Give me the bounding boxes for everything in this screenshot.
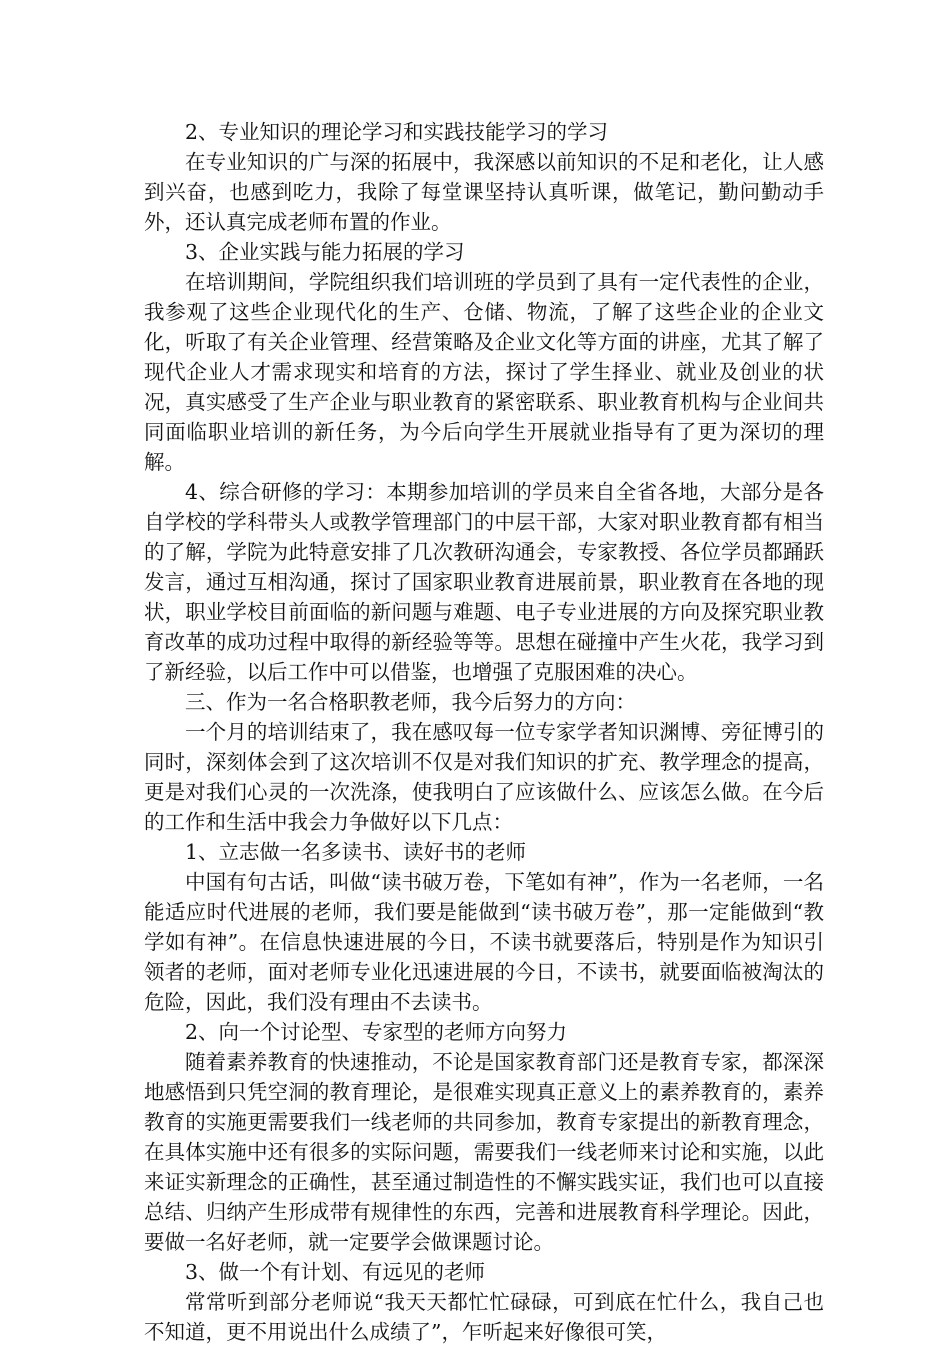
paragraph-knowledge-expansion: 在专业知识的广与深的拓展中，我深感以前知识的不足和老化，让人感到兴奋，也感到吃力，我除了每堂课坚持认真听课，做笔记，勤问勤动手外，还认真完成老师布置的作业。 xyxy=(144,150,824,234)
paragraph-training-summary: 一个月的培训结束了，我在感叹每一位专家学者知识渊博、旁征博引的同时，深刻体会到了这次培训不仅是对我们知识的扩充、教学理念的提高，更是对我们心灵的一次洗涤，使我明白了应该做什么、应该怎么做。在今后的工作和生活中我会力争做好以下几点： xyxy=(144,720,824,834)
heading-professional-knowledge: 2、专业知识的理论学习和实践技能学习的学习 xyxy=(185,120,609,144)
paragraph-research: 随着素养教育的快速推动，不论是国家教育部门还是教育专家，都深深地感悟到只凭空洞的教育理论，是很难实现真正意义上的素养教育的，素养教育的实施更需要我们一线老师的共同参加，教育专家提出的新教育理念，在具体实施中还有很多的实际问题，需要我们一线老师来讨论和实施，以此来证实新理念的正确性，甚至通过制造性的不懈实践实证，我们也可以直接总结、归纳产生形成带有规律性的东西，完善和进展教育科学理论。因此，要做一名好老师，就一定要学会做课题讨论。 xyxy=(144,1050,824,1254)
heading-research-teacher: 2、向一个讨论型、专家型的老师方向努力 xyxy=(185,1020,568,1044)
paragraph-enterprise-visit: 在培训期间，学院组织我们培训班的学员到了具有一定代表性的企业，我参观了这些企业现代化的生产、仓储、物流，了解了这些企业的企业文化，听取了有关企业管理、经营策略及企业文化等方面的讲座，尤其了解了现代企业人才需求现实和培育的方法，探讨了学生择业、就业及创业的状况，真实感受了生产企业与职业教育的紧密联系、职业教育机构与企业间共同面临职业培训的新任务，为今后向学生开展就业指导有了更为深切的理解。 xyxy=(144,270,824,474)
heading-future-direction: 三、作为一名合格职教老师，我今后努力的方向： xyxy=(185,690,636,714)
heading-planning-teacher: 3、做一个有计划、有远见的老师 xyxy=(185,1260,486,1284)
paragraph-planning: 常常听到部分老师说“我天天都忙忙碌碌，可到底在忙什么，我自己也不知道，更不用说出什么成绩了”，乍听起来好像很可笑， xyxy=(144,1290,824,1344)
heading-reading-teacher: 1、立志做一名多读书、读好书的老师 xyxy=(185,840,527,864)
heading-enterprise-practice: 3、企业实践与能力拓展的学习 xyxy=(185,240,465,264)
paragraph-reading: 中国有句古话，叫做“读书破万卷，下笔如有神”，作为一名老师，一名能适应时代进展的老师，我们要是能做到“读书破万卷”，那一定能做到“教学如有神”。在信息快速进展的今日，不读书就要落后，特别是作为知识引领者的老师，面对老师专业化迅速进展的今日，不读书，就要面临被淘汰的危险，因此，我们没有理由不去读书。 xyxy=(144,870,824,1014)
paragraph-comprehensive-study: 4、综合研修的学习：本期参加培训的学员来自全省各地，大部分是各自学校的学科带头人或教学管理部门的中层干部，大家对职业教育都有相当的了解，学院为此特意安排了几次教研沟通会，专家教授、各位学员都踊跃发言，通过互相沟通，探讨了国家职业教育进展前景，职业教育在各地的现状，职业学校目前面临的新问题与难题、电子专业进展的方向及探究职业教育改革的成功过程中取得的新经验等等。思想在碰撞中产生火花，我学习到了新经验，以后工作中可以借鉴，也增强了克服困难的决心。 xyxy=(144,480,824,684)
document-body xyxy=(144,117,824,1347)
